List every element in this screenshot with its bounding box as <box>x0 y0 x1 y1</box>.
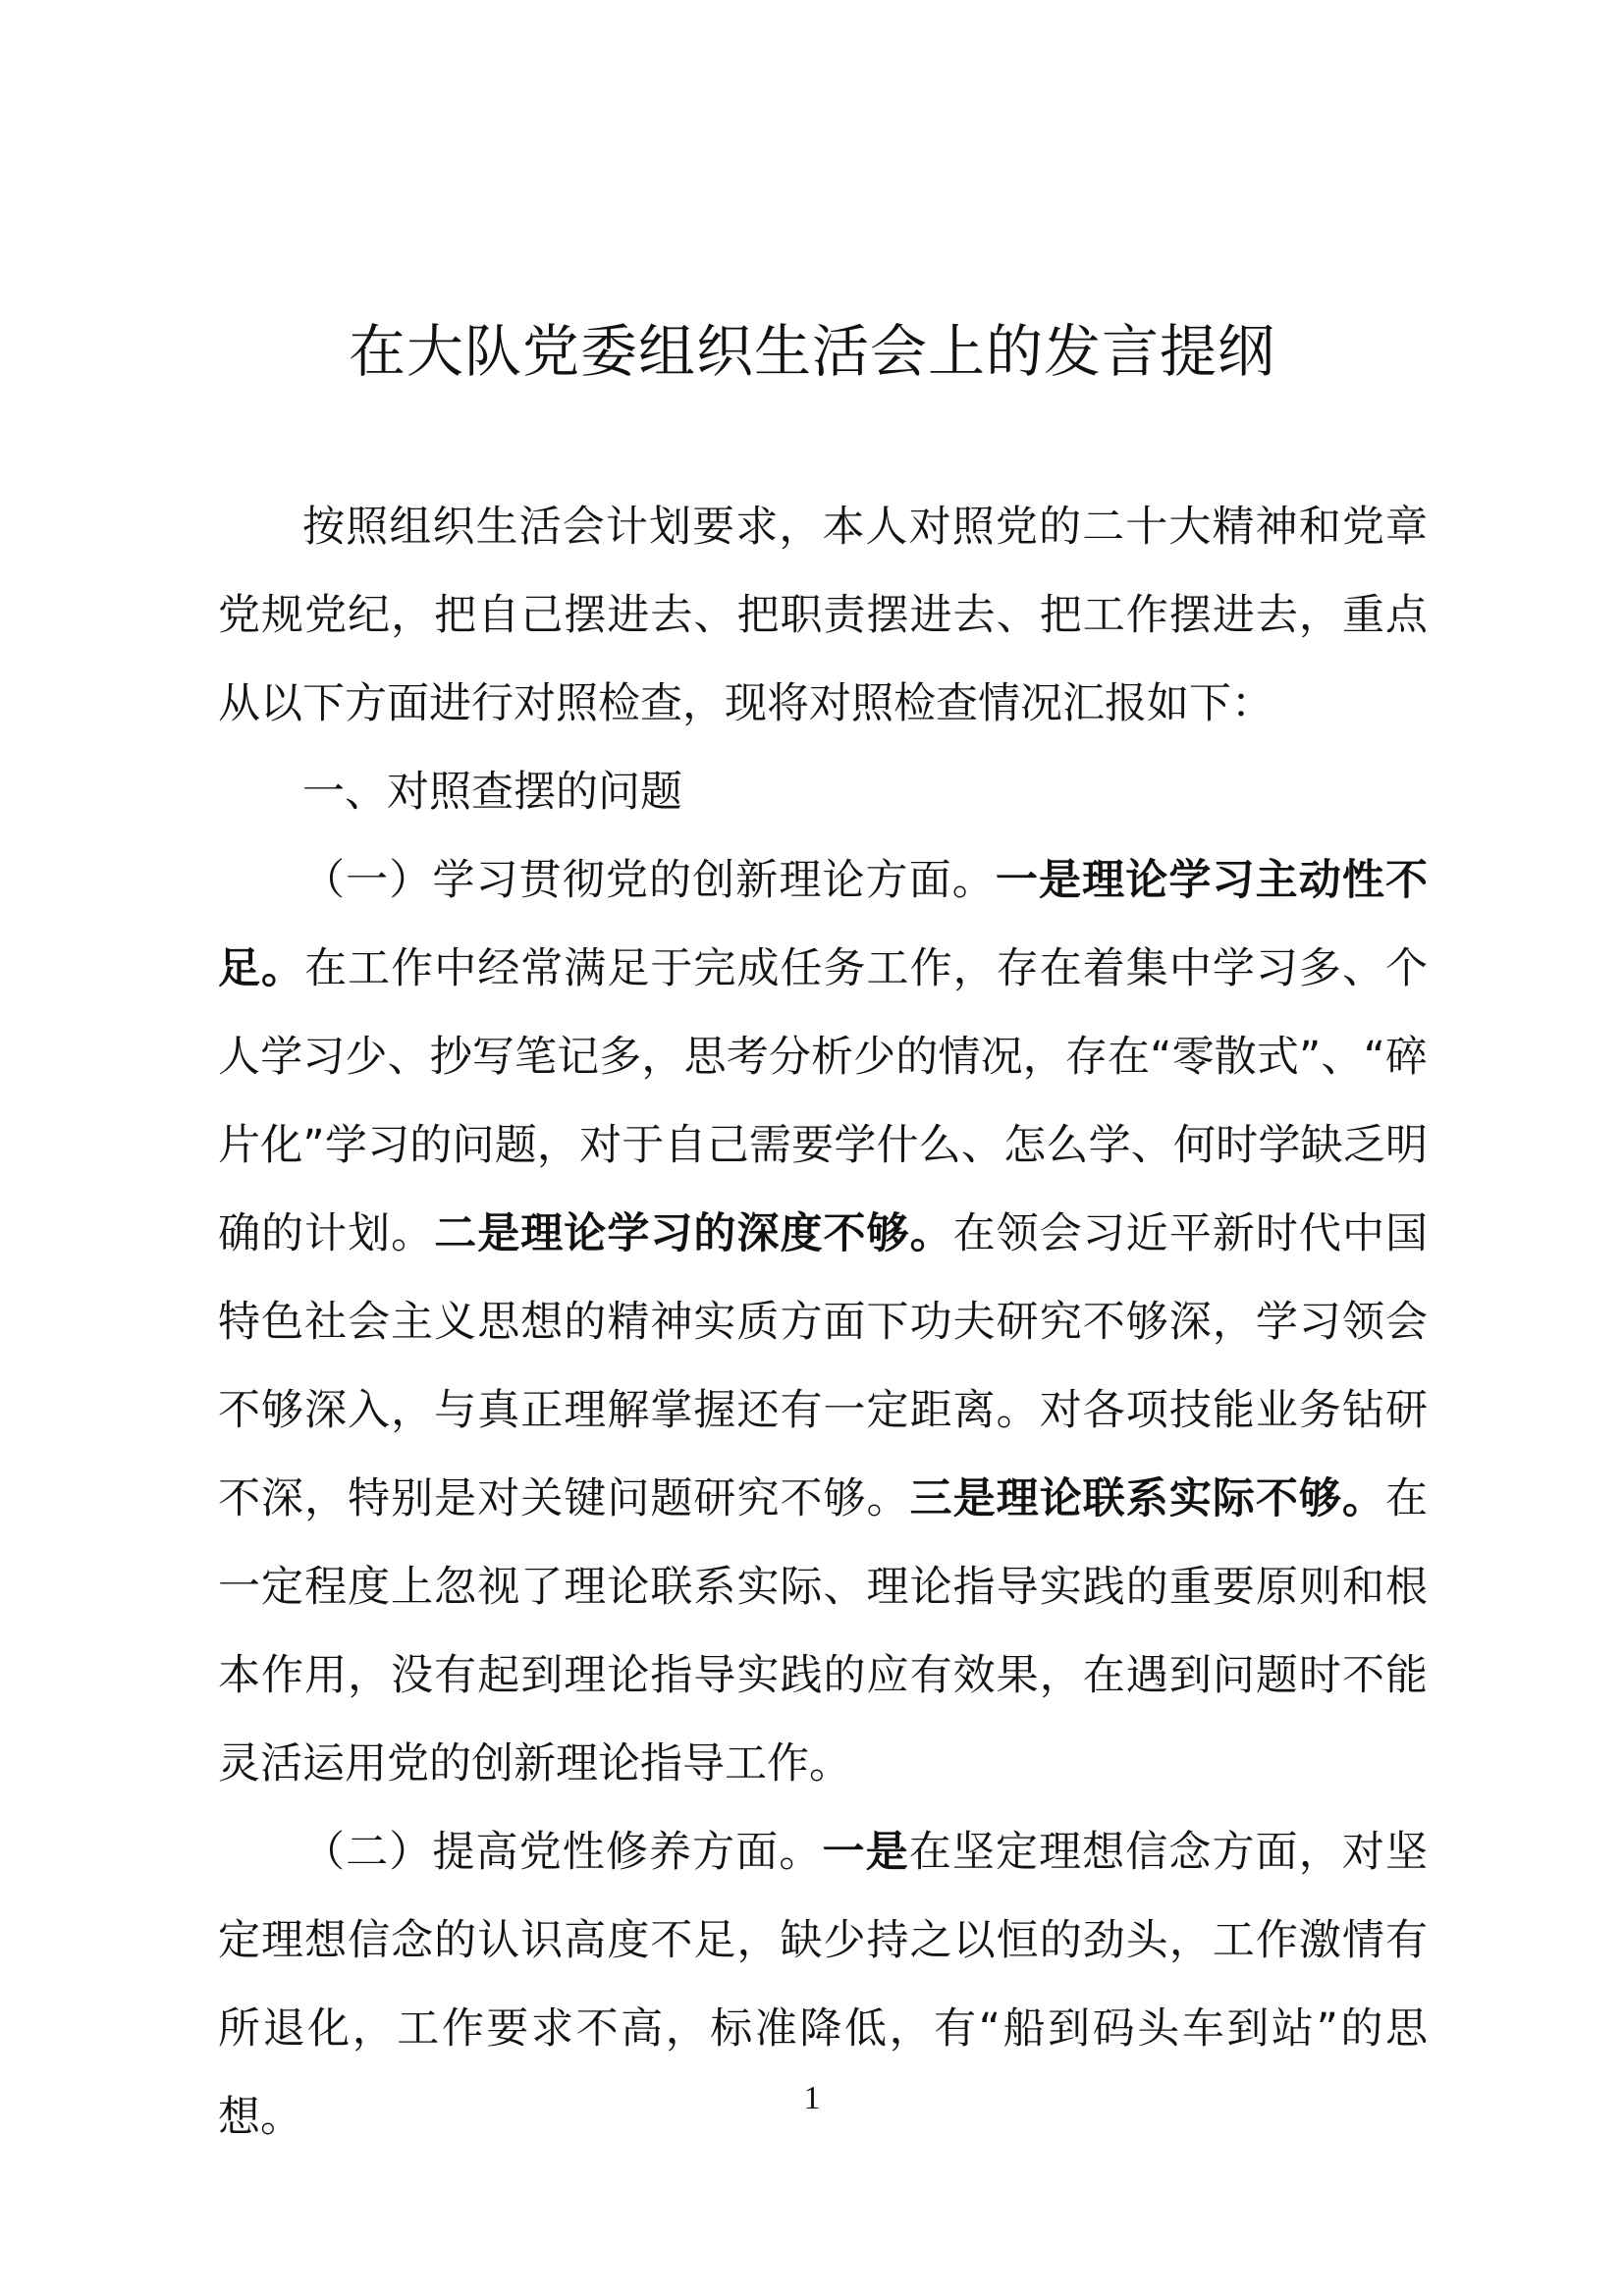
intro-paragraph: 按照组织生活会计划要求，本人对照党的二十大精神和党章党规党纪，把自己摆进去、把职责摆进去、把工作摆进去，重点从以下方面进行对照检查，现将对照检查情况汇报如下： <box>218 503 1428 728</box>
bold-point-1: 一是 <box>822 1828 909 1877</box>
point-1-text: 在工作中经常满足于完成任务工作，存在着集中学习多、个人学习少、抄写笔记多，思考分析少的情况，存在“零散式”、“碎片化”学习的问题，对于自己需要学什么、怎么学、何时学缺乏明确的计划。 <box>218 944 1429 1258</box>
bold-point-1: 一是理论学习主动性不足。 <box>218 856 1429 993</box>
paragraph-theory-study <box>218 836 1428 1808</box>
point-2-text: 在领会习近平新时代中国特色社会主义思想的精神实质方面下功夫研究不够深，学习领会不够深入，与真正理解掌握还有一定距离。对各项技能业务钻研不深，特别是对关键问题研究不够。 <box>218 1209 1429 1523</box>
bold-point-3: 三是理论联系实际不够。 <box>909 1474 1386 1523</box>
document-title: 在大队党委组织生活会上的发言提纲 <box>348 318 1275 385</box>
point-1-text: 在坚定理想信念方面，对坚定理想信念的认识高度不足，缺少持之以恒的劲头，工作激情有所退化，工作要求不高，标准降低，有“船到码头车到站”的思想。 <box>218 1828 1429 2142</box>
bold-point-2: 二是理论学习的深度不够。 <box>434 1209 953 1258</box>
paragraph-lead: （二）提高党性修养方面。 <box>302 1828 823 1877</box>
page-number: 1 <box>803 2080 821 2116</box>
point-3-text: 在一定程度上忽视了理论联系实际、理论指导实践的重要原则和根本作用，没有起到理论指导实践的应有效果，在遇到问题时不能灵活运用党的创新理论指导工作。 <box>218 1474 1429 1789</box>
paragraph-lead: （一）学习贯彻党的创新理论方面。 <box>302 856 996 905</box>
section-heading: 一、对照查摆的问题 <box>302 768 682 817</box>
document-body <box>218 483 1428 2162</box>
